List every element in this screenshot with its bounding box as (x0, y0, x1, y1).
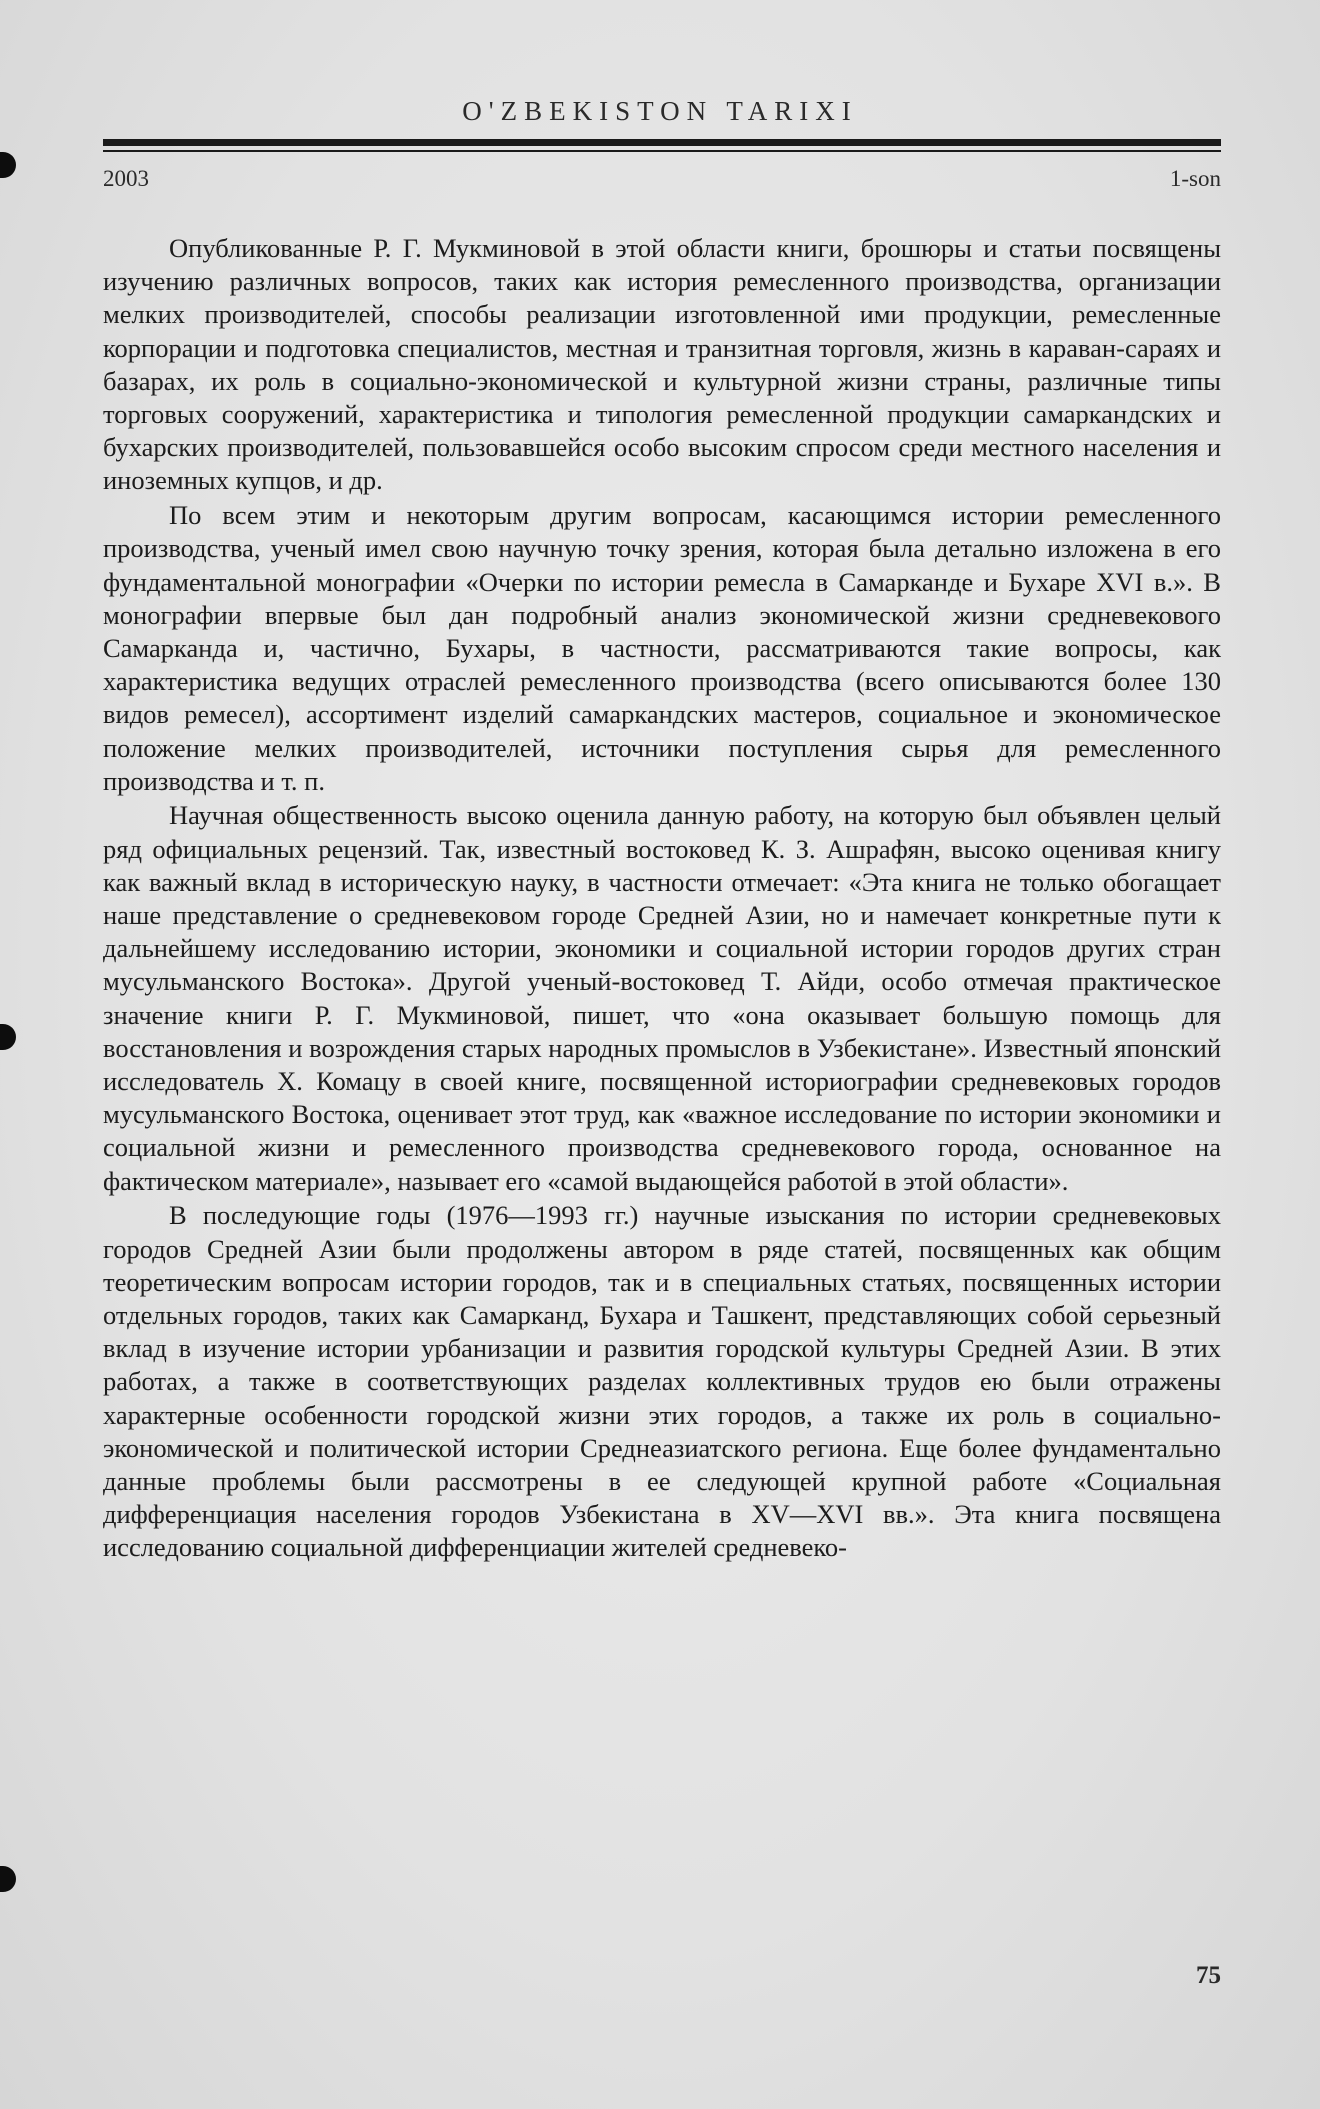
punch-hole (0, 1866, 16, 1892)
paragraph: По всем этим и некоторым другим вопросам, касающимся истории ремесленного производства, ученый имел свою научную точку зрения, которая была детально изложена в его фундаментальной монографии «Очерки по истории ремесла в Самарканде и Бухаре XVI в.». В монографии впервые был дан подробный анализ экономической жизни средневекового Самарканда и, частично, Бухары, в частности, рассматриваются такие вопросы, как характеристика ведущих отраслей ремесленного производства (всего описываются более 130 видов ремесел), ассортимент изделий самаркандских мастеров, социальное и экономическое положение мелких производителей, источники поступления сырья для ремесленного производства и т. п. (103, 500, 1221, 796)
journal-title: O'ZBEKISTON TARIXI (462, 96, 858, 126)
header-rule (103, 139, 1221, 146)
header-rule-thin (103, 150, 1221, 152)
paragraph: Научная общественность высоко оценила данную работу, на которую был объявлен целый ряд официальных рецензий. Так, известный востоковед К. З. Ашрафян, высоко оценивая книгу как важный вклад в историческую науку, в частности отмечает: «Эта книга не только обогащает наше представление о средневековом городе Средней Азии, но и намечает конкретные пути к дальнейшему исследованию истории, экономики и социальной истории городов других стран мусульманского Востока». Другой ученый-востоковед Т. Айди, особо отмечая практическое значение книги Р. Г. Мукминовой, пишет, что «она оказывает большую помощь для восстановления и возрождения старых народных промыслов в Узбекистане». Известный японский исследователь Х. Комацу в своей книге, посвященной историографии средневековых городов мусульманского Востока, оценивает этот труд, как «важное исследование по истории экономики и социальной жизни и ремесленного производства средневекового города, основанное на фактическом материале», называет его «самой выдающейся работой в этой области». (103, 800, 1221, 1196)
punch-hole (0, 1024, 16, 1050)
issue-number: 1-son (1169, 166, 1221, 191)
paragraph: В последующие годы (1976—1993 гг.) научные изыскания по истории средневековых городов Средней Азии были продолжены автором в ряде статей, посвященных как общим теоретическим вопросам истории городов, так и в специальных статьях, посвященных истории отдельных городов, таких как Самарканд, Бухара и Ташкент, представляющих собой серьезный вклад в изучение истории урбанизации и развития городской культуры Средней Азии. В этих работах, а также в соответствующих разделах коллективных трудов ею были отражены характерные особенности городской жизни этих городов, а также их роль в социально-экономической и политической истории Среднеазиатского региона. Еще более фундаментально данные проблемы были рассмотрены в ее следующей крупной работе «Социальная дифференциация населения городов Узбекистана в XV—XVI вв.». Эта книга посвящена исследованию социальной дифференциации жителей средневеко- (103, 1200, 1221, 1563)
article-body (103, 232, 1221, 1566)
page-number: 75 (1196, 1962, 1221, 1989)
punch-hole (0, 152, 16, 178)
paragraph: Опубликованные Р. Г. Мукминовой в этой области книги, брошюры и статьи посвящены изучению различных вопросов, таких как история ремесленного производства, организации мелких производителей, способы реализации изготовленной ими продукции, ремесленные корпорации и подготовка специалистов, местная и транзитная торговля, жизнь в караван-сараях и базарах, их роль в социально-экономической и культурной жизни страны, различные типы торговых сооружений, характеристика и типология ремесленной продукции самаркандских и бухарских производителей, пользовавшейся особо высоким спросом среди местного населения и иноземных купцов, и др. (103, 233, 1221, 496)
issue-year: 2003 (103, 166, 149, 191)
